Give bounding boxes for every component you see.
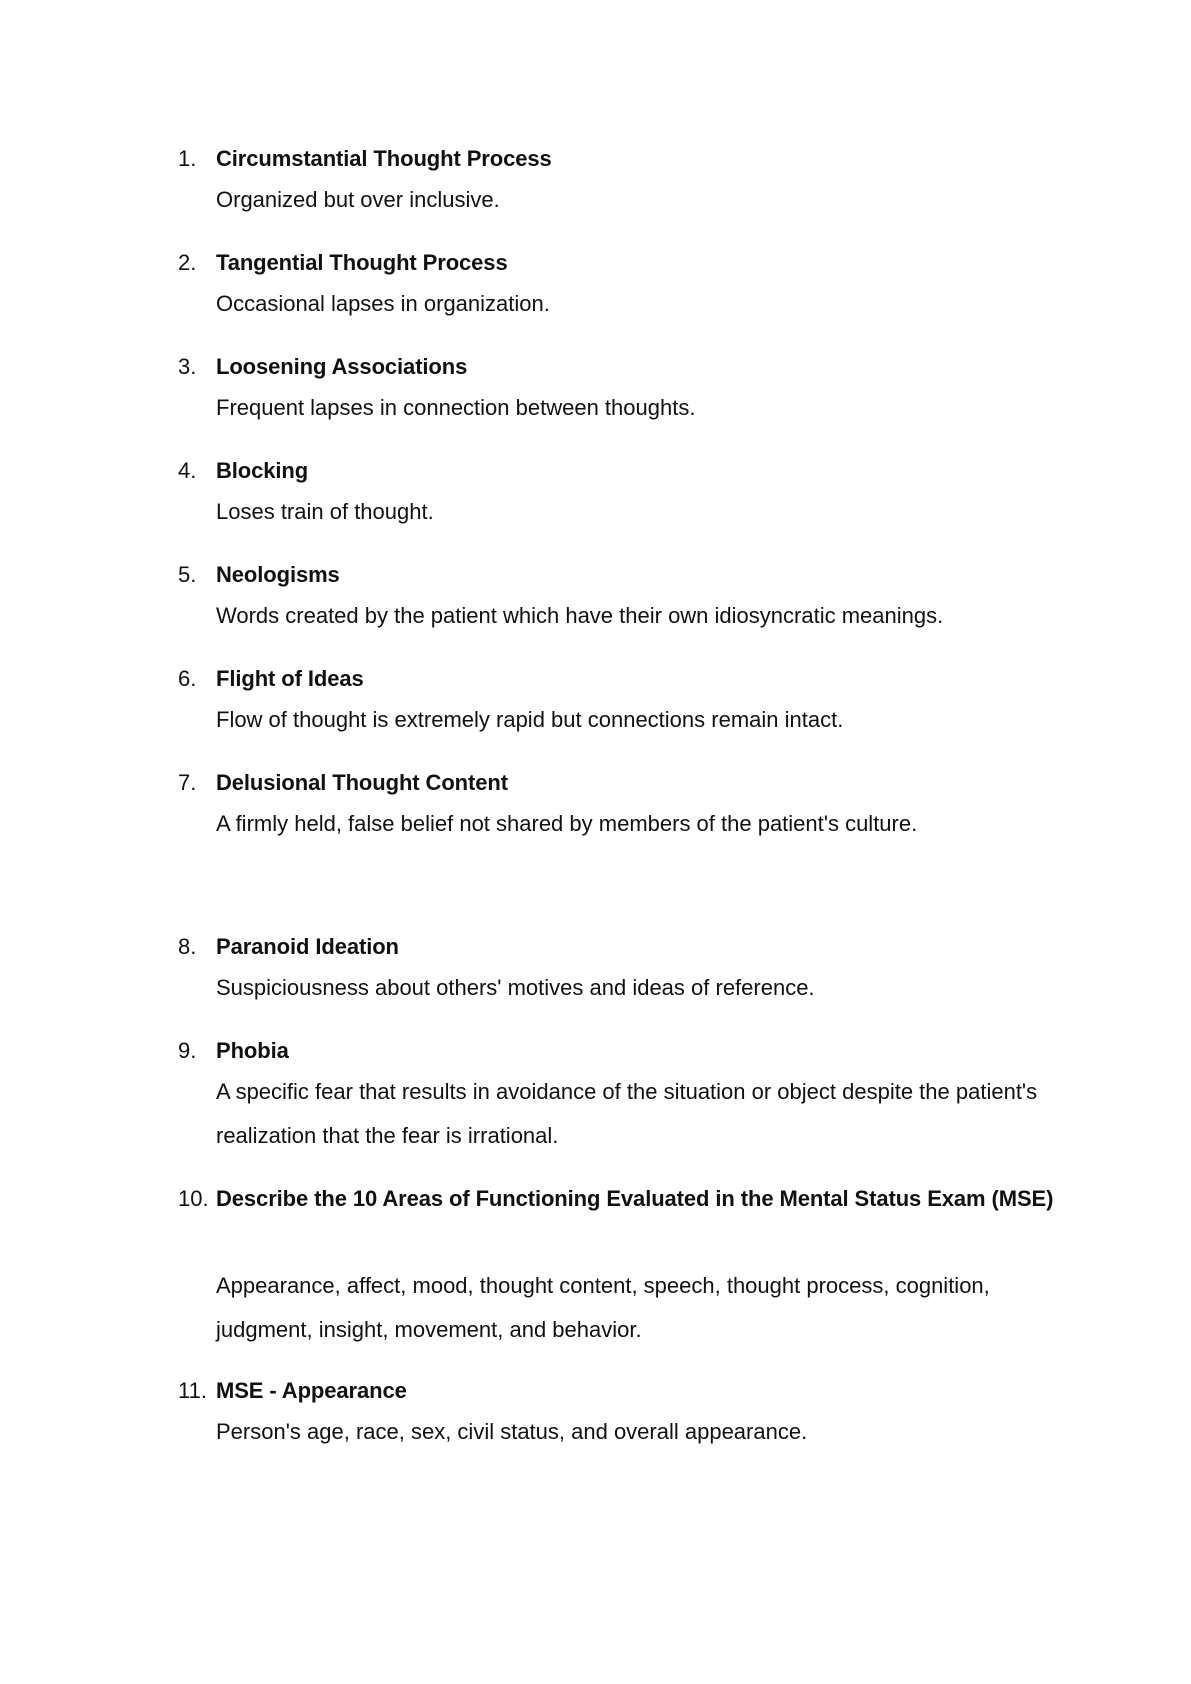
item-term: Neologisms [216, 562, 340, 587]
item-definition: Suspiciousness about others' motives and ideas of reference. [216, 975, 815, 1000]
item-definition: Person's age, race, sex, civil status, and overall appearance. [216, 1419, 808, 1444]
item-term: Circumstantial Thought Process [216, 146, 552, 171]
item-definition: Words created by the patient which have their own idiosyncratic meanings. [216, 603, 944, 628]
item-term: Phobia [216, 1038, 289, 1063]
item-number: 8. [178, 934, 197, 959]
item-term: Paranoid Ideation [216, 934, 399, 959]
item-term: Blocking [216, 458, 309, 483]
item-definition: Occasional lapses in organization. [216, 291, 550, 316]
item-term: Flight of Ideas [216, 666, 364, 691]
item-definition: A firmly held, false belief not shared by members of the patient's culture. [216, 811, 918, 836]
item-term: Describe the 10 Areas of Functioning Evaluated in the Mental Status Exam (MSE) [216, 1186, 1054, 1211]
item-number: 5. [178, 562, 197, 587]
item-definition: Appearance, affect, mood, thought content, speech, thought process, cognition, judgment, insight, movement, and behavior. [216, 1273, 990, 1342]
item-term: Tangential Thought Process [216, 250, 508, 275]
item-number: 3. [178, 354, 197, 379]
item-term: Loosening Associations [216, 354, 468, 379]
item-number: 2. [178, 250, 197, 275]
item-definition: Loses train of thought. [216, 499, 434, 524]
item-term: Delusional Thought Content [216, 770, 508, 795]
item-definition: Frequent lapses in connection between thoughts. [216, 395, 696, 420]
item-number: 9. [178, 1038, 197, 1063]
item-number: 7. [178, 770, 197, 795]
item-number: 11. [178, 1378, 207, 1403]
item-number: 4. [178, 458, 197, 483]
item-term: MSE - Appearance [216, 1378, 407, 1403]
item-definition: Organized but over inclusive. [216, 187, 500, 212]
item-number: 10. [178, 1186, 209, 1211]
item-definition: Flow of thought is extremely rapid but connections remain intact. [216, 707, 844, 732]
item-number: 6. [178, 666, 197, 691]
item-number: 1. [178, 146, 197, 171]
item-definition: A specific fear that results in avoidance of the situation or object despite the patient's realization that the fear is irrational. [216, 1079, 1038, 1148]
